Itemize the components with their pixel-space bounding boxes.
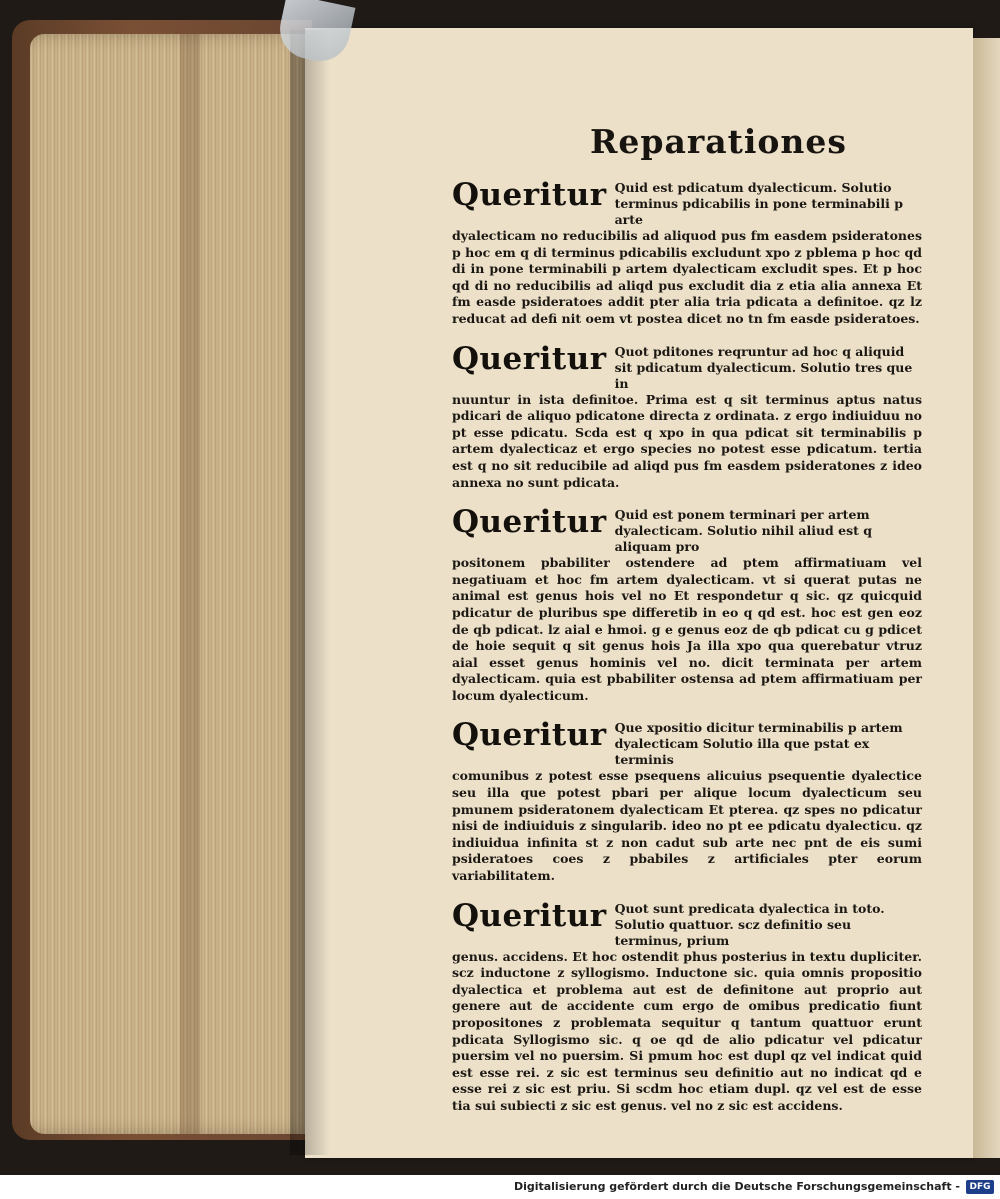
question-first-line: Quid est pdicatum dyalecticum. Solutio terminus pdicabilis in pone terminabili p arte [614,180,903,227]
question-entry [452,342,922,492]
entry-head [452,505,922,555]
question-entry [452,505,922,704]
question-body: genus. accidens. Et hoc ostendit phus posterius in textu dupliciter. scz inductone z syllogismo. Inductone sic. quia omnis propositio dyalectica et problema aut est de definitone aut proprio aut genere aut de accidente cum ergo de omibus predicatio fiunt propositones z problemata sequitur q tantum quattuor erunt pdicata Syllogismo sic. q oe qd de alio pdicatur vel pdicatur puersim vel no puersim. Si pmum hoc est dupl qz vel indicat quid est esse rei. z sic est terminus seu definitio aut no indicat qd e esse rei z sic est priu. Si scdm hoc etiam dupl. qz vel est de esse tia sui subiecti z sic est genus. vel no z sic est accidens. [452,948,922,1113]
funding-credit: Digitalisierung gefördert durch die Deutsche Forschungsgemeinschaft - [513,1180,960,1193]
page-block-edge [30,34,315,1134]
question-first-line: Quid est ponem terminari per artem dyalecticam. Solutio nihil aliud est q aliquam pro [614,507,872,555]
question-heading: Queritur [452,717,607,754]
question-heading: Queritur [452,177,607,213]
question-first-line: Que xpositio dicitur terminabilis p artem dyalecticam Solutio illa que pstat ex terminis [614,720,903,768]
entry-head [452,178,922,228]
question-first-line: Quot sunt predicata dyalectica in toto. Solutio quattuor. scz definitio seu terminus, prium [614,900,885,948]
facing-page-edge [973,38,1000,1158]
page-text [452,178,922,1129]
running-head: Reparationes [590,122,848,161]
question-body: positonem pbabiliter ostendere ad ptem affirmatiuam vel negatiuam et hoc fm artem dyalecticam. vt si querat putas ne animal est genus hois vel no Et respondetur q sic. qz quicquid pdicatur de pluribus spe differetib in eo q qd est. hoc est gen eoz de qb pdicat. lz aial e hmoi. g e genus eoz de qb pdicat cu g pdicet de hoie sequit q sit genus hois Ja illa xpo qua querebatur vtruz aial esset genus hominis vel no. dicit terminata per artem dyalecticam. quia est pbabiliter ostensa ad ptem affirmatiuam per locum dyalecticum. [452,555,922,703]
entry-head [452,718,922,768]
dfg-logo: DFG [966,1180,994,1194]
question-entry [452,718,922,884]
page-block-shadow [180,34,200,1134]
gutter-shadow [290,30,330,1155]
footer-bar [0,1175,1000,1199]
question-body: nuuntur in ista definitoe. Prima est q sit terminus aptus natus pdicari de aliquo pdicatone directa z ordinata. z ergo indiuiduu no pt esse pdicatu. Scda est q xpo in qua pdicat sit terminabilis p artem dyalecticaz et ergo species no potest esse pdicatum. tertia est q no sit reducibile ad aliqd pus fm easdem psideratones z ideo annexa no sunt pdicata. [452,391,922,490]
entry-head [452,342,922,392]
question-heading: Queritur [452,504,607,541]
question-body: dyalecticam no reducibilis ad aliquod pus fm easdem psideratones p hoc em q di terminus pdicabilis excludunt xpo z pblema p hoc qd di in pone terminabili p artem dyalecticam excludit spes. Et p hoc qd di no reducibilis ad aliqd pus excludit dia z etia alia annexa Et fm easde psideratoes addit pter alia tria pdicata a definitoe. qz lz reducat ad defi nit oem vt postea dicet no tn fm easde psideratoes. [452,228,922,326]
question-heading: Queritur [452,340,607,377]
question-entry [452,899,922,1115]
question-first-line: Quot pditones reqruntur ad hoc q aliquid sit pdicatum dyalecticum. Solutio tres que in [614,343,913,391]
question-body: comunibus z potest esse psequens alicuius psequentie dyalectice seu illa que potest pbari per alique locum dyalecticum seu pmunem psideratonem dyalecticam Et pterea. qz spes no pdicatur nisi de indiuiduis z singularib. ideo no pt ee pdicatu dyalecticu. qz indiuidua infinita st z non cadut sub arte nec pnt de eis sumi psideratoes coes z pbabiles z artificiales pter eorum variabilitatem. [452,768,922,884]
question-entry [452,178,922,328]
question-heading: Queritur [452,897,607,934]
entry-head [452,899,922,949]
